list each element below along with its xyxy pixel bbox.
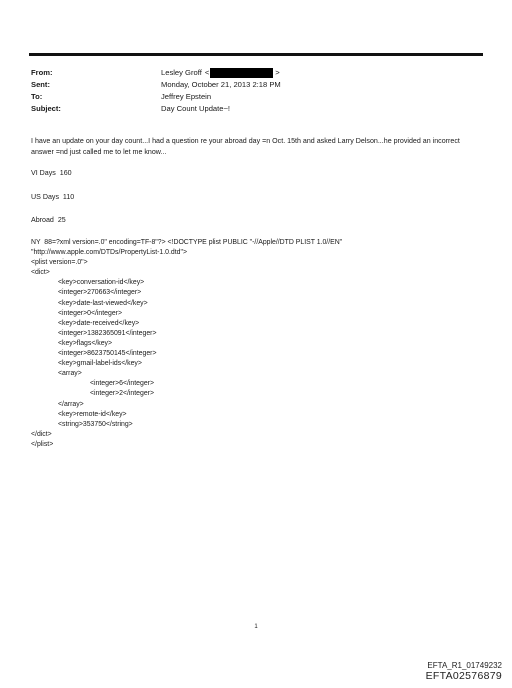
plist-line: NY 88=?xml version=.0" encoding=TF-8"?> <!DOCTYPE plist PUBLIC "-//Apple//DTD PLIST 1.0//EN" [31,239,343,246]
to-label: To: [31,92,43,101]
body-paragraph: I have an update on your day count...I had a question re your abroad day =n Oct. 15th and asked Larry Delson...he provided an incorrect answer =nd just called me to let me know... [31,137,460,156]
bates-stamp-line2: EFTA02576879 [425,670,502,682]
plist-line: <key>remote-id</key> [58,410,127,418]
plist-line: </dict> [31,430,52,438]
to-value: Jeffrey Epstein [161,92,212,101]
plist-line: "http://www.apple.com/DTDs/PropertyList-1.0.dtd"> [31,249,187,257]
plist-line: <key>flags</key> [58,339,113,347]
sent-label: Sent: [31,80,50,89]
plist-line: </plist> [31,440,54,448]
bates-stamp-line1: EFTA_R1_01749232 [427,661,502,670]
plist-line: <integer>6</integer> [90,380,154,388]
from-row [31,67,471,79]
plist-line: <array> [58,370,82,378]
plist-line: <key>date-last-viewed</key> [58,299,148,307]
plist-line: <key>gmail-label-ids</key> [58,360,142,368]
plist-line: <integer>0</integer> [58,309,122,317]
from-open-bracket: < [204,68,210,77]
from-close-bracket: > [275,68,280,77]
plist-line: <integer>2</integer> [90,390,154,398]
plist-line: <integer>270663</integer> [58,289,142,297]
vi-days-line: VI Days 160 [31,169,72,177]
subject-value: Day Count Update~! [161,104,231,113]
page-number: 1 [254,624,258,630]
plist-line: </array> [58,400,84,408]
email-header [31,67,471,115]
sent-value: Monday, October 21, 2013 2:18 PM [161,80,281,89]
to-row [31,91,471,103]
plist-line: <key>conversation-id</key> [58,279,145,287]
us-days-line: US Days 110 [31,193,75,201]
header-divider [29,53,483,56]
plist-line: <key>date-received</key> [58,319,140,327]
from-label: From: [31,68,53,77]
redaction-box [210,68,273,78]
from-value [161,67,280,79]
abroad-line: Abroad 25 [31,216,66,224]
plist-line: <plist version=.0"> [31,259,88,267]
plist-line: <integer>1382365091</integer> [58,329,157,337]
sent-row [31,79,471,91]
from-name: Lesley Groff [161,68,202,77]
plist-block [31,238,476,450]
plist-line: <string>353750</string> [58,420,133,428]
subject-row [31,103,471,115]
plist-line: <dict> [31,269,50,277]
subject-label: Subject: [31,104,61,113]
plist-line: <integer>8623750145</integer> [58,350,157,358]
bates-stamp [426,661,502,682]
